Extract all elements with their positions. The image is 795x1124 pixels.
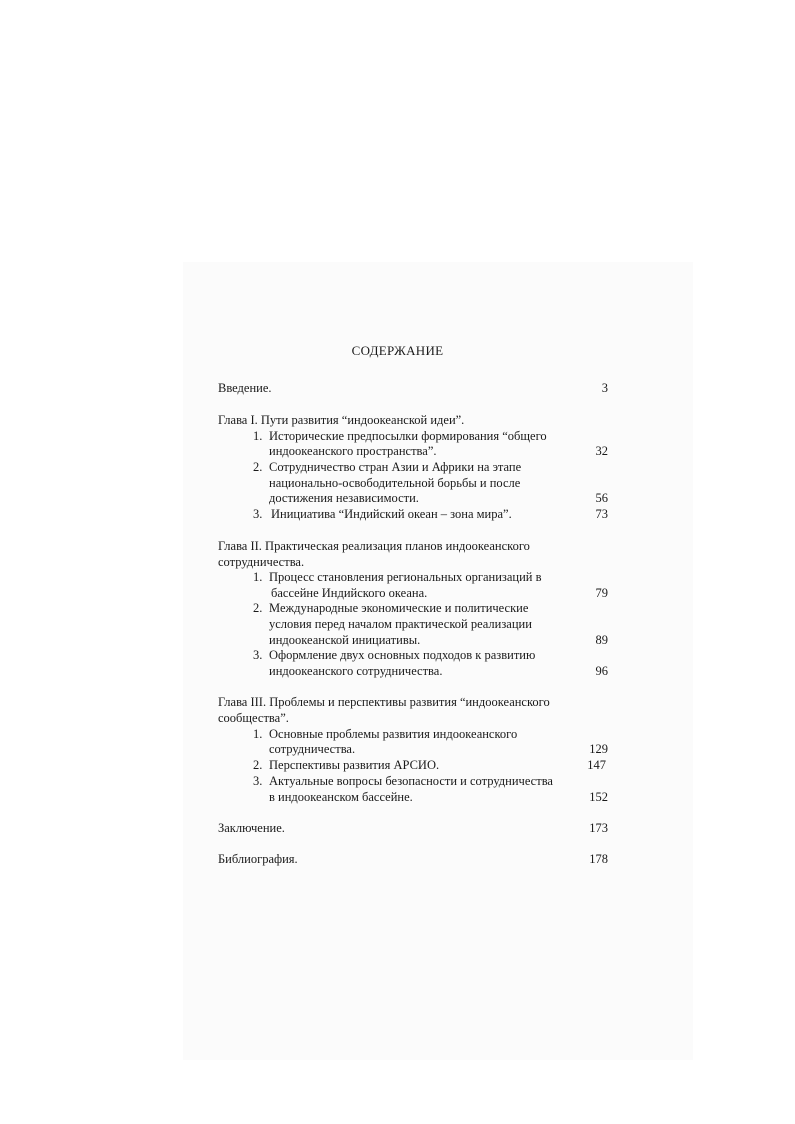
chapter1-item2-line2: национально-освободительной борьбы и после (269, 476, 521, 490)
chapter2-item2-line3: индоокеанской инициативы. (269, 633, 421, 647)
chapter1-item3-number: 3. (253, 507, 263, 521)
chapter3-item1-number: 1. (253, 727, 263, 741)
chapter3-item1-line1: Основные проблемы развития индоокеанского (269, 727, 518, 741)
chapter2-item3-page: 96 (595, 664, 608, 678)
chapter2-item2-page: 89 (595, 633, 608, 647)
toc-bibliography-page: 178 (589, 852, 608, 866)
chapter1-item2-line3: достижения независимости. (269, 491, 419, 505)
chapter1-item3-page: 73 (595, 507, 608, 521)
toc-conclusion-label: Заключение. (218, 821, 285, 835)
chapter2-item3-line1: Оформление двух основных подходов к развитию (269, 648, 536, 662)
chapter3-item3-line2: в индоокеанском бассейне. (269, 790, 413, 804)
chapter1-item2-number: 2. (253, 460, 263, 474)
chapter1-item1-number: 1. (253, 429, 263, 443)
chapter2-heading-line1: Глава II. Практическая реализация планов индоокеанского (218, 539, 530, 553)
chapter1-item1-page: 32 (595, 444, 608, 458)
chapter2-item3-line2: индоокеанского сотрудничества. (269, 664, 443, 678)
chapter3-item1-page: 129 (589, 742, 608, 756)
chapter1-item1-line2: индоокеанского пространства”. (269, 444, 437, 458)
chapter1-item1-line1: Исторические предпосылки формирования “общего (269, 429, 547, 443)
chapter2-item1-line1: Процесс становления региональных организаций в (269, 570, 542, 584)
chapter1-item2-line1: Сотрудничество стран Азии и Африки на этапе (269, 460, 522, 474)
chapter1-item3-line1: Инициатива “Индийский океан – зона мира”. (271, 507, 512, 521)
toc-intro-label: Введение. (218, 381, 272, 395)
chapter2-item1-page: 79 (595, 586, 608, 600)
chapter1-item2-page: 56 (595, 491, 608, 505)
toc-bibliography-label: Библиография. (218, 852, 298, 866)
chapter2-item1-number: 1. (253, 570, 263, 584)
chapter3-item2-number: 2. (253, 758, 263, 772)
chapter2-item1-line2: бассейне Индийского океана. (271, 586, 428, 600)
chapter3-item2-page: 147 (587, 758, 606, 772)
chapter2-item3-number: 3. (253, 648, 263, 662)
chapter3-item3-line1: Актуальные вопросы безопасности и сотрудничества (269, 774, 553, 788)
chapter3-item3-number: 3. (253, 774, 263, 788)
chapter2-item2-line2: условия перед началом практической реализации (269, 617, 532, 631)
chapter1-heading: Глава I. Пути развития “индоокеанской идеи”. (218, 413, 465, 427)
chapter2-heading-line2: сотрудничества. (218, 555, 305, 569)
chapter3-item1-line2: сотрудничества. (269, 742, 356, 756)
toc-title: СОДЕРЖАНИЕ (351, 343, 444, 358)
chapter3-item3-page: 152 (589, 790, 608, 804)
toc-intro-page: 3 (601, 381, 608, 395)
chapter3-heading-line2: сообщества”. (218, 711, 289, 725)
chapter2-item2-number: 2. (253, 601, 263, 615)
toc-conclusion-page: 173 (589, 821, 608, 835)
chapter3-item2-line1: Перспективы развития АРСИО. (269, 758, 440, 772)
chapter3-heading-line1: Глава III. Проблемы и перспективы развития “индоокеанского (218, 695, 550, 709)
chapter2-item2-line1: Международные экономические и политические (269, 601, 529, 615)
